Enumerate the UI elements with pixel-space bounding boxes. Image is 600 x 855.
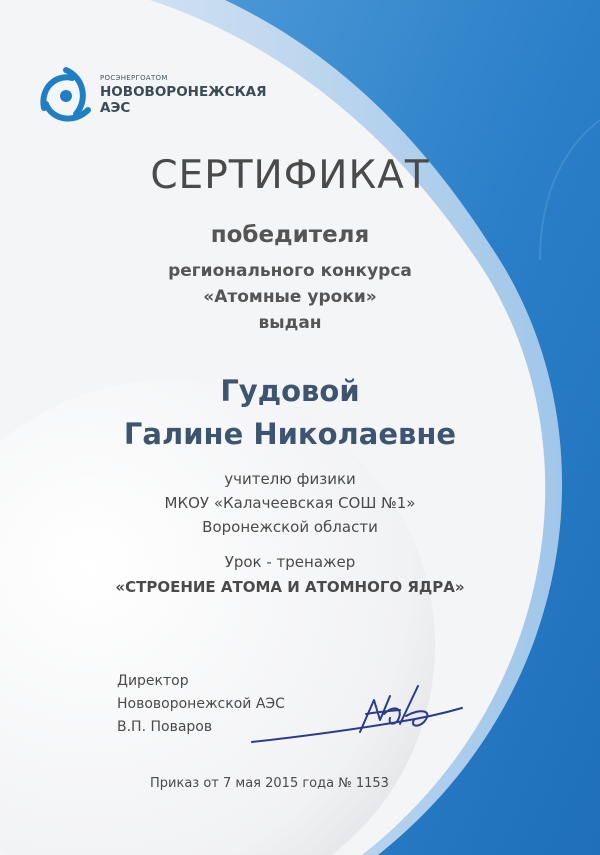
signatory-position-line2: Нововоронежской АЭС [117, 696, 285, 712]
certificate-subtitle: победителя [210, 222, 370, 248]
contest-line2: «Атомные уроки» [203, 287, 377, 307]
logo-org-small: РОСЭНЕРГОАТОМ [100, 74, 168, 82]
issued-label: выдан [258, 313, 322, 333]
certificate-title: СЕРТИФИКАТ [150, 153, 430, 198]
lesson-block [100, 550, 480, 600]
signatory-name: В.П. Поваров [117, 719, 213, 735]
recipient-name-line2: Галине Николаевне [123, 417, 457, 451]
recipient-role: учителю физики [224, 470, 356, 488]
order-reference: Приказ от 7 мая 2015 года № 1153 [150, 776, 389, 791]
lesson-title: «СТРОЕНИЕ АТОМА И АТОМНОГО ЯДРА» [115, 578, 465, 596]
handwritten-signature [248, 680, 468, 760]
contest-block [100, 258, 480, 336]
recipient-name-line1: Гудовой [220, 374, 360, 408]
logo-org-line2: АЭС [100, 100, 131, 116]
lesson-label: Урок - тренажер [224, 553, 356, 571]
logo-org-name [100, 84, 267, 116]
recipient-name [100, 370, 480, 456]
contest-line1: регионального конкурса [168, 261, 412, 281]
signatory-position-line1: Директор [117, 673, 189, 689]
logo-org-line1: НОВОВОРОНЕЖСКАЯ [100, 84, 267, 100]
recipient-region: Воронежской области [202, 518, 378, 536]
recipient-details [100, 467, 480, 539]
atom-triangle-icon [34, 64, 98, 128]
recipient-school: МКОУ «Калачеевская СОШ №1» [164, 494, 416, 512]
